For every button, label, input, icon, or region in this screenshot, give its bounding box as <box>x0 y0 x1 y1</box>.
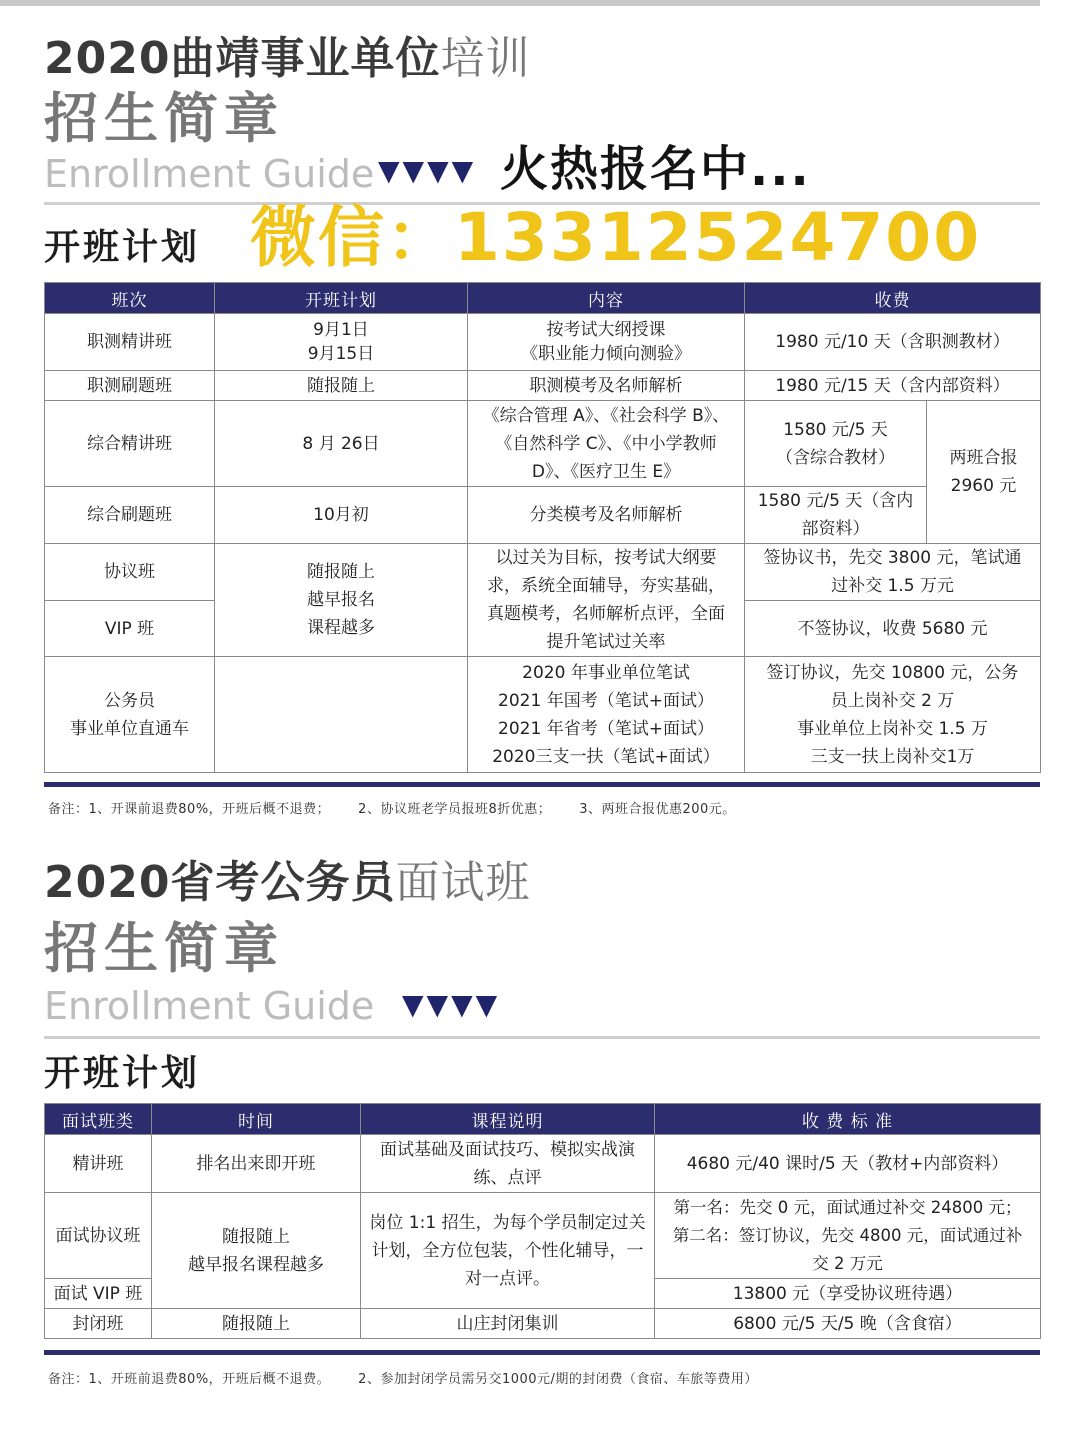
section1-arrows-icon: ▼▼▼▼ <box>378 154 477 187</box>
class-name: 综合刷题班 <box>45 487 215 544</box>
section2-subtitle: 招生简章 <box>44 917 284 980</box>
class-name: 综合精讲班 <box>45 401 215 487</box>
header-fee: 收 费 标 准 <box>655 1104 1041 1135</box>
section2-arrows-icon: ▼▼▼▼ <box>402 988 501 1021</box>
class-name: VIP 班 <box>45 601 215 657</box>
class-fee: 1580 元/5 天 （含综合教材） <box>745 401 927 487</box>
class-desc: 山庄封闭集训 <box>361 1309 655 1339</box>
table-row <box>45 1135 1041 1193</box>
class-plan: 随报随上 越早报名 课程越多 <box>215 544 468 657</box>
class-plan: 9月1日 9月15日 <box>215 314 468 371</box>
note-item: 2、协议班老学员报班8折优惠； <box>358 802 552 817</box>
note-item: 2、参加封闭学员需另交1000元/期的封闭费（食宿、车旅等费用） <box>358 1372 758 1387</box>
class-name: 协议班 <box>45 544 215 601</box>
class-fee: 签协议书，先交 3800 元，笔试通 过补交 1.5 万元 <box>745 544 1041 601</box>
class-name: 精讲班 <box>45 1135 152 1193</box>
section2-schedule-table <box>44 1103 1041 1339</box>
class-content: 职测模考及名师解析 <box>468 371 745 401</box>
note-item: 备注：1、开班前退费80%，开班后概不退费。 <box>48 1372 331 1387</box>
class-fee: 1980 元/10 天（含职测教材） <box>745 314 1041 371</box>
class-fee: 第一名：先交 0 元，面试通过补交 24800 元； 第二名：签订协议，先交 4800 元，面试通过补 交 2 万元 <box>655 1193 1041 1279</box>
section2-english-subtitle: Enrollment Guide <box>44 984 375 1028</box>
section1-notes <box>48 798 764 817</box>
section2-title <box>44 856 530 910</box>
table-row <box>45 401 1041 487</box>
section2-plan-heading: 开班计划 <box>44 1053 201 1094</box>
class-desc: 面试基础及面试技巧、模拟实战演 练、点评 <box>361 1135 655 1193</box>
table-header-row <box>45 1104 1041 1135</box>
class-name: 公务员 事业单位直通车 <box>45 657 215 773</box>
class-content: 以过关为目标，按考试大纲要 求，系统全面辅导，夯实基础， 真题模考，名师解析点评，全面 提升笔试过关率 <box>468 544 745 657</box>
class-fee: 签订协议，先交 10800 元，公务 员上岗补交 2 万 事业单位上岗补交 1.5 万 三支一扶上岗补交1万 <box>745 657 1041 773</box>
class-fee: 6800 元/5 天/5 晚（含食宿） <box>655 1309 1041 1339</box>
class-fee: 1980 元/15 天（含内部资料） <box>745 371 1041 401</box>
table-row <box>45 487 1041 544</box>
note-item: 3、两班合报优惠200元。 <box>579 802 736 817</box>
wechat-contact: 微信：13312524700 <box>250 199 982 276</box>
header-class: 班次 <box>45 283 215 314</box>
class-plan <box>215 657 468 773</box>
class-name: 面试协议班 <box>45 1193 152 1279</box>
combo-fee: 两班合报 2960 元 <box>927 401 1041 544</box>
section1-title-main: 2020曲靖事业单位 <box>44 33 441 84</box>
section2-title-main: 2020省考公务员 <box>44 857 396 908</box>
table-header-row <box>45 283 1041 314</box>
section1-title <box>44 32 530 86</box>
class-time: 随报随上 越早报名课程越多 <box>152 1193 361 1309</box>
note-item: 备注：1、开课前退费80%，开班后概不退费； <box>48 802 331 817</box>
class-time: 排名出来即开班 <box>152 1135 361 1193</box>
section1-english-subtitle: Enrollment Guide <box>44 152 375 196</box>
class-content: 分类模考及名师解析 <box>468 487 745 544</box>
table-row <box>45 1309 1041 1339</box>
class-content: 按考试大纲授课 《职业能力倾向测验》 <box>468 314 745 371</box>
section2-title-suffix: 面试班 <box>395 857 531 908</box>
table-row <box>45 371 1041 401</box>
section2-bottom-bar <box>44 1350 1040 1355</box>
class-fee: 1580 元/5 天（含内 部资料） <box>745 487 927 544</box>
top-divider <box>0 0 1040 6</box>
class-desc: 岗位 1:1 招生，为每个学员制定过关 计划，全方位包装，个性化辅导，一 对一点评。 <box>361 1193 655 1309</box>
header-fee: 收费 <box>745 283 1041 314</box>
class-fee: 4680 元/40 课时/5 天（教材+内部资料） <box>655 1135 1041 1193</box>
class-name: 职测精讲班 <box>45 314 215 371</box>
class-fee: 不签协议，收费 5680 元 <box>745 601 1041 657</box>
table-row <box>45 314 1041 371</box>
class-content: 《综合管理 A》、《社会科学 B》、 《自然科学 C》、《中小学教师 D》、《医疗卫生 E》 <box>468 401 745 487</box>
class-name: 封闭班 <box>45 1309 152 1339</box>
section2-divider <box>44 1036 1040 1039</box>
header-plan: 开班计划 <box>215 283 468 314</box>
section1-title-suffix: 培训 <box>440 33 531 84</box>
class-plan: 8 月 26日 <box>215 401 468 487</box>
header-type: 面试班类 <box>45 1104 152 1135</box>
section1-plan-heading: 开班计划 <box>44 227 201 268</box>
hot-registration-text: 火热报名中... <box>500 141 811 197</box>
class-fee: 13800 元（享受协议班待遇） <box>655 1279 1041 1309</box>
class-content: 2020 年事业单位笔试 2021 年国考（笔试+面试） 2021 年省考（笔试+面试） 2020三支一扶（笔试+面试） <box>468 657 745 773</box>
header-content: 内容 <box>468 283 745 314</box>
class-plan: 随报随上 <box>215 371 468 401</box>
section1-subtitle: 招生简章 <box>44 87 284 150</box>
header-desc: 课程说明 <box>361 1104 655 1135</box>
class-plan: 10月初 <box>215 487 468 544</box>
table-row <box>45 657 1041 773</box>
class-name: 职测刷题班 <box>45 371 215 401</box>
table-row <box>45 544 1041 601</box>
class-time: 随报随上 <box>152 1309 361 1339</box>
header-time: 时间 <box>152 1104 361 1135</box>
section1-bottom-bar <box>44 782 1040 787</box>
section2-notes <box>48 1368 786 1387</box>
table-row <box>45 1193 1041 1279</box>
class-name: 面试 VIP 班 <box>45 1279 152 1309</box>
section1-schedule-table <box>44 282 1041 773</box>
